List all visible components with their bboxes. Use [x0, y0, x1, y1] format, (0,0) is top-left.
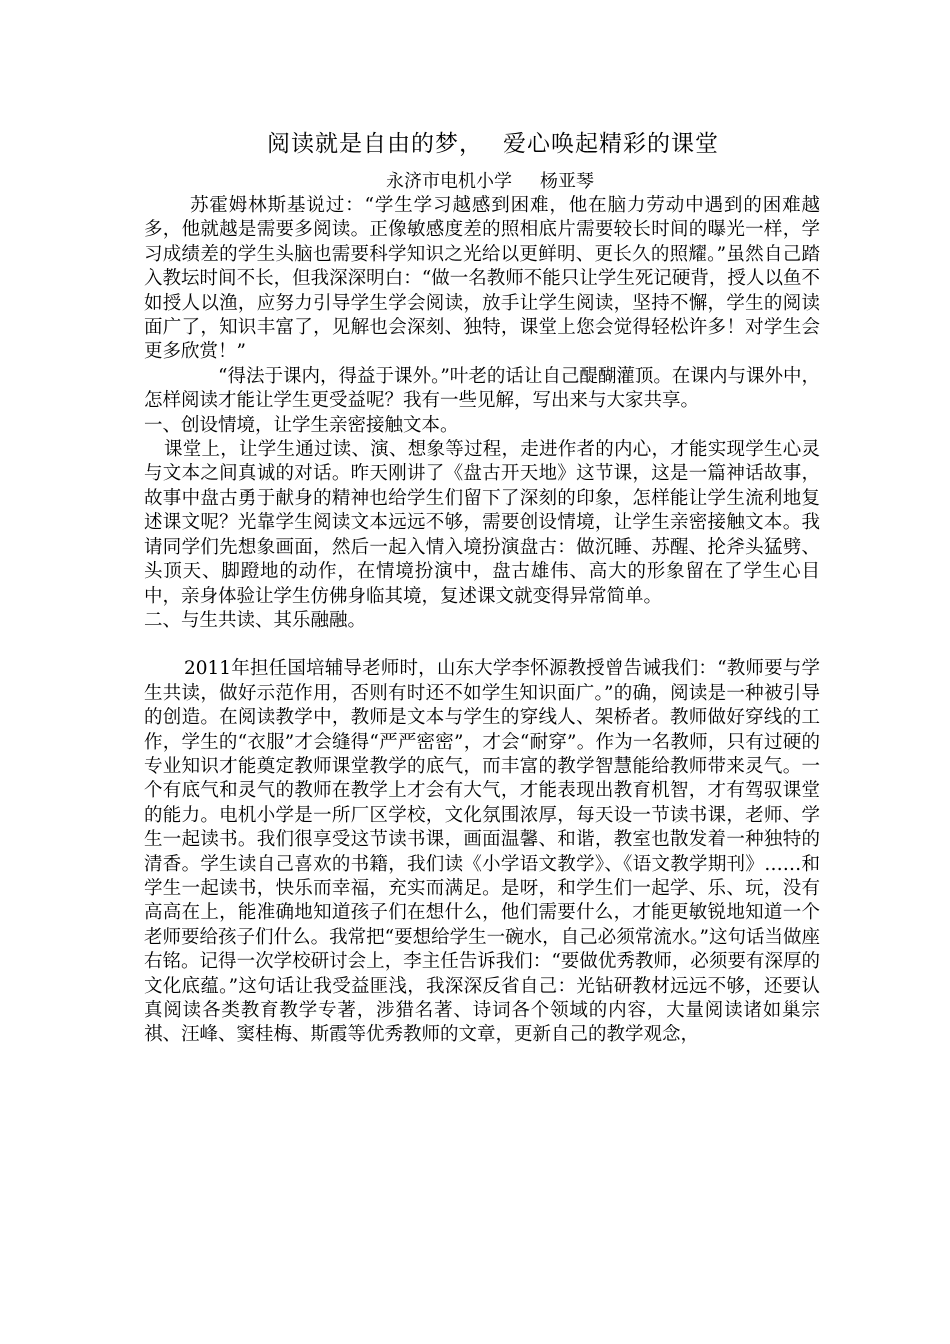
author-name: 杨亚琴 — [540, 171, 594, 192]
section-2-heading: 二、与生共读、其乐融融。 — [144, 609, 367, 631]
section-1-paragraph: 课堂上，让学生通过读、演、想象等过程，走进作者的内心，才能实现学生心灵与文本之间真诚的对话。昨天刚讲了《盘古开天地》这节课，这是一篇神话故事，故事中盘古勇于献身的精神也给学生们留下了深刻的印象，怎样能让学生流利地复述课文呢？光靠学生阅读文本远远不够，需要创设情境，让学生亲密接触文本。我请同学们先想象画面，然后一起入情入境扮演盘古：做沉睡、苏醒、抡斧头猛劈、头顶天、脚蹬地的动作，在情境扮演中，盘古雄伟、高大的形象留在了学生心目中，亲身体验让学生仿佛身临其境，复述课文就变得异常简单。 — [144, 439, 820, 607]
intro-paragraph-1: 苏霍姆林斯基说过：“学生学习越感到困难，他在脑力劳动中遇到的困难越多，他就越是需要多阅读。正像敏感度差的照相底片需要较长时间的曝光一样，学习成绩差的学生头脑也需要科学知识之光给以更鲜明、更长久的照耀。”虽然自己踏入教坛时间不长，但我深深明白：“做一名教师不能只让学生死记硬背，授人以鱼不如授人以渔，应努力引导学生学会阅读，放手让学生阅读，坚持不懈，学生的阅读面广了，知识丰富了，见解也会深刻、独特，课堂上您会觉得轻松许多！对学生会更多欣赏！” — [144, 195, 820, 363]
document-title — [144, 128, 820, 160]
author-line — [144, 170, 820, 194]
title-part-1: 阅读就是自由的梦， — [267, 131, 483, 157]
title-part-2: 爱心唤起精彩的课堂 — [503, 131, 719, 157]
intro-paragraph-2: “得法于课内，得益于课外。”叶老的话让自己醍醐灌顶。在课内与课外中，怎样阅读才能让学生更受益呢？我有一些见解，写出来与大家共享。 — [144, 365, 820, 412]
section-1-heading: 一、创设情境，让学生亲密接触文本。 — [144, 414, 459, 436]
section-2-paragraph: 2011年担任国培辅导老师时，山东大学李怀源教授曾告诫我们：“教师要与学生共读，做好示范作用，否则有时还不如学生知识面广。”的确，阅读是一种被引导的创造。在阅读教学中，教师是文本与学生的穿线人、架桥者。教师做好穿线的工作，学生的“衣服”才会缝得“严严密密”，才会“耐穿”。作为一名教师，只有过硬的专业知识才能奠定教师课堂教学的底气，而丰富的教学智慧能给教师带来灵气。一个有底气和灵气的教师在教学上才会有大气，才能表现出教育机智，才有驾驭课堂的能力。电机小学是一所厂区学校，文化氛围浓厚，每天设一节读书课，老师、学生一起读书。我们很享受这节读书课，画面温馨、和谐，教室也散发着一种独特的清香。学生读自己喜欢的书籍，我们读《小学语文教学》、《语文教学期刊》……和学生一起读书，快乐而幸福，充实而满足。是呀，和学生们一起学、乐、玩，没有高高在上，能准确地知道孩子们在想什么，他们需要什么，才能更敏锐地知道一个老师要给孩子们什么。我常把“要想给学生一碗水，自己必须常流水。”这句话当做座右铭。记得一次学校研讨会上，李主任告诉我们：“要做优秀教师，必须要有深厚的文化底蕴。”这句话让我受益匪浅，我深深反省自己：光钻研教材远远不够，还要认真阅读各类教育教学专著，涉猎名著、诗词各个领域的内容，大量阅读诸如巢宗祺、汪峰、窦桂梅、斯霞等优秀教师的文章，更新自己的教学观念， — [144, 658, 820, 1046]
document-page — [144, 128, 820, 1048]
author-school: 永济市电机小学 — [386, 171, 512, 192]
blank-line — [144, 633, 820, 657]
